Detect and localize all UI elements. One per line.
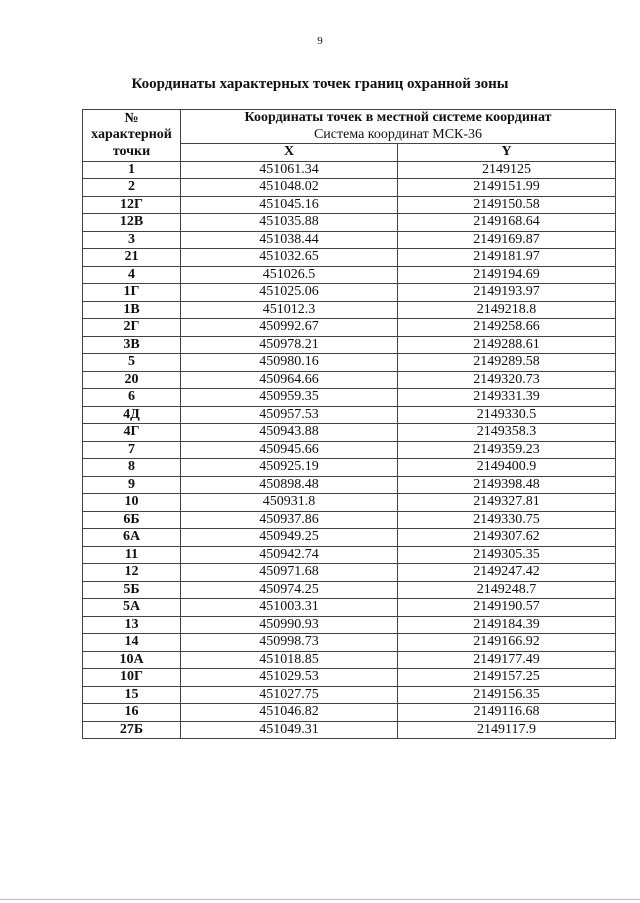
y-coordinate-cell: 2149248.7: [398, 581, 616, 599]
table-row: [83, 231, 616, 249]
table-row: [83, 669, 616, 687]
y-coordinate-cell: 2149169.87: [398, 231, 616, 249]
x-coordinate-cell: 451026.5: [181, 266, 398, 284]
y-coordinate-cell: 2149150.58: [398, 196, 616, 214]
y-coordinate-cell: 2149289.58: [398, 354, 616, 372]
point-id-cell: 27Б: [83, 721, 181, 739]
table-row: [83, 424, 616, 442]
y-coordinate-cell: 2149398.48: [398, 476, 616, 494]
point-id-cell: 4Г: [83, 424, 181, 442]
x-coordinate-cell: 451029.53: [181, 669, 398, 687]
x-coordinate-cell: 450964.66: [181, 371, 398, 389]
table-row: [83, 651, 616, 669]
x-coordinate-cell: 450980.16: [181, 354, 398, 372]
table-row: [83, 161, 616, 179]
y-coordinate-cell: 2149358.3: [398, 424, 616, 442]
x-coordinate-cell: 451061.34: [181, 161, 398, 179]
x-coordinate-cell: 450937.86: [181, 511, 398, 529]
x-coordinate-cell: 450974.25: [181, 581, 398, 599]
point-id-cell: 14: [83, 634, 181, 652]
point-id-cell: 13: [83, 616, 181, 634]
table-row: [83, 441, 616, 459]
point-id-cell: 5: [83, 354, 181, 372]
x-coordinate-cell: 451038.44: [181, 231, 398, 249]
point-id-cell: 10Г: [83, 669, 181, 687]
y-coordinate-cell: 2149166.92: [398, 634, 616, 652]
point-id-cell: 9: [83, 476, 181, 494]
point-id-cell: 6: [83, 389, 181, 407]
x-coordinate-cell: 451027.75: [181, 686, 398, 704]
table-row: [83, 634, 616, 652]
x-coordinate-cell: 450898.48: [181, 476, 398, 494]
point-id-cell: 11: [83, 546, 181, 564]
header-point-number: № характерной точки: [83, 110, 181, 162]
y-coordinate-cell: 2149190.57: [398, 599, 616, 617]
x-coordinate-cell: 450971.68: [181, 564, 398, 582]
x-coordinate-cell: 451045.16: [181, 196, 398, 214]
x-coordinate-cell: 451003.31: [181, 599, 398, 617]
x-coordinate-cell: 450959.35: [181, 389, 398, 407]
x-coordinate-cell: 450931.8: [181, 494, 398, 512]
point-id-cell: 2: [83, 179, 181, 197]
x-coordinate-cell: 450957.53: [181, 406, 398, 424]
x-coordinate-cell: 451049.31: [181, 721, 398, 739]
point-id-cell: 3: [83, 231, 181, 249]
table-row: [83, 546, 616, 564]
table-row: [83, 616, 616, 634]
point-id-cell: 16: [83, 704, 181, 722]
document-title: Координаты характерных точек границ охранной зоны: [131, 76, 509, 92]
point-id-cell: 12: [83, 564, 181, 582]
y-coordinate-cell: 2149307.62: [398, 529, 616, 547]
x-coordinate-cell: 451048.02: [181, 179, 398, 197]
y-coordinate-cell: 2149258.66: [398, 319, 616, 337]
page-bottom-edge: [0, 899, 640, 900]
table-row: [83, 179, 616, 197]
x-coordinate-cell: 450945.66: [181, 441, 398, 459]
table-row: [83, 564, 616, 582]
table-row: [83, 319, 616, 337]
y-coordinate-cell: 2149331.39: [398, 389, 616, 407]
y-coordinate-cell: 2149157.25: [398, 669, 616, 687]
table-row: [83, 284, 616, 302]
y-coordinate-cell: 2149116.68: [398, 704, 616, 722]
point-id-cell: 10: [83, 494, 181, 512]
y-coordinate-cell: 2149400.9: [398, 459, 616, 477]
y-coordinate-cell: 2149359.23: [398, 441, 616, 459]
x-coordinate-cell: 450943.88: [181, 424, 398, 442]
table-row: [83, 459, 616, 477]
x-coordinate-cell: 451046.82: [181, 704, 398, 722]
point-id-cell: 4: [83, 266, 181, 284]
table-body: [83, 161, 616, 739]
x-coordinate-cell: 451035.88: [181, 214, 398, 232]
x-coordinate-cell: 450942.74: [181, 546, 398, 564]
x-coordinate-cell: 451018.85: [181, 651, 398, 669]
y-coordinate-cell: 2149117.9: [398, 721, 616, 739]
y-coordinate-cell: 2149168.64: [398, 214, 616, 232]
y-coordinate-cell: 2149305.35: [398, 546, 616, 564]
table-row: [83, 476, 616, 494]
y-coordinate-cell: 2149184.39: [398, 616, 616, 634]
y-coordinate-cell: 2149320.73: [398, 371, 616, 389]
table-row: [83, 406, 616, 424]
y-coordinate-cell: 2149218.8: [398, 301, 616, 319]
x-coordinate-cell: 450925.19: [181, 459, 398, 477]
x-coordinate-cell: 450992.67: [181, 319, 398, 337]
point-id-cell: 10А: [83, 651, 181, 669]
y-coordinate-cell: 2149125: [398, 161, 616, 179]
y-coordinate-cell: 2149288.61: [398, 336, 616, 354]
table-row: [83, 214, 616, 232]
header-coordinate-system: Система координат МСК-36: [313, 126, 483, 142]
table-row: [83, 196, 616, 214]
point-id-cell: 12Г: [83, 196, 181, 214]
table-row: [83, 511, 616, 529]
point-id-cell: 5А: [83, 599, 181, 617]
header-coordinates-title: Координаты точек в местной системе координат: [244, 110, 552, 125]
table-row: [83, 529, 616, 547]
table-row: [83, 301, 616, 319]
point-id-cell: 15: [83, 686, 181, 704]
table-row: [83, 249, 616, 267]
y-coordinate-cell: 2149151.99: [398, 179, 616, 197]
table-row: [83, 371, 616, 389]
coordinates-table: [82, 109, 616, 739]
table-row: [83, 721, 616, 739]
x-coordinate-cell: 450949.25: [181, 529, 398, 547]
page-number: 9: [317, 35, 323, 47]
table-row: [83, 494, 616, 512]
y-coordinate-cell: 2149156.35: [398, 686, 616, 704]
x-coordinate-cell: 451012.3: [181, 301, 398, 319]
point-id-cell: 1: [83, 161, 181, 179]
point-id-cell: 4Д: [83, 406, 181, 424]
table-row: [83, 686, 616, 704]
header-coordinates: [181, 110, 616, 144]
x-coordinate-cell: 451032.65: [181, 249, 398, 267]
y-coordinate-cell: 2149330.75: [398, 511, 616, 529]
point-id-cell: 2Г: [83, 319, 181, 337]
point-id-cell: 20: [83, 371, 181, 389]
point-id-cell: 3В: [83, 336, 181, 354]
point-id-cell: 8: [83, 459, 181, 477]
table-row: [83, 389, 616, 407]
header-y: Y: [398, 144, 616, 162]
x-coordinate-cell: 450978.21: [181, 336, 398, 354]
table-row: [83, 704, 616, 722]
header-x: X: [181, 144, 398, 162]
point-id-cell: 7: [83, 441, 181, 459]
point-id-cell: 5Б: [83, 581, 181, 599]
x-coordinate-cell: 450998.73: [181, 634, 398, 652]
x-coordinate-cell: 451025.06: [181, 284, 398, 302]
point-id-cell: 6А: [83, 529, 181, 547]
y-coordinate-cell: 2149193.97: [398, 284, 616, 302]
table-row: [83, 581, 616, 599]
x-coordinate-cell: 450990.93: [181, 616, 398, 634]
y-coordinate-cell: 2149330.5: [398, 406, 616, 424]
point-id-cell: 21: [83, 249, 181, 267]
point-id-cell: 6Б: [83, 511, 181, 529]
table-row: [83, 336, 616, 354]
y-coordinate-cell: 2149177.49: [398, 651, 616, 669]
table-row: [83, 266, 616, 284]
table-row: [83, 354, 616, 372]
point-id-cell: 1В: [83, 301, 181, 319]
y-coordinate-cell: 2149194.69: [398, 266, 616, 284]
point-id-cell: 1Г: [83, 284, 181, 302]
y-coordinate-cell: 2149181.97: [398, 249, 616, 267]
y-coordinate-cell: 2149247.42: [398, 564, 616, 582]
point-id-cell: 12В: [83, 214, 181, 232]
table-row: [83, 599, 616, 617]
y-coordinate-cell: 2149327.81: [398, 494, 616, 512]
